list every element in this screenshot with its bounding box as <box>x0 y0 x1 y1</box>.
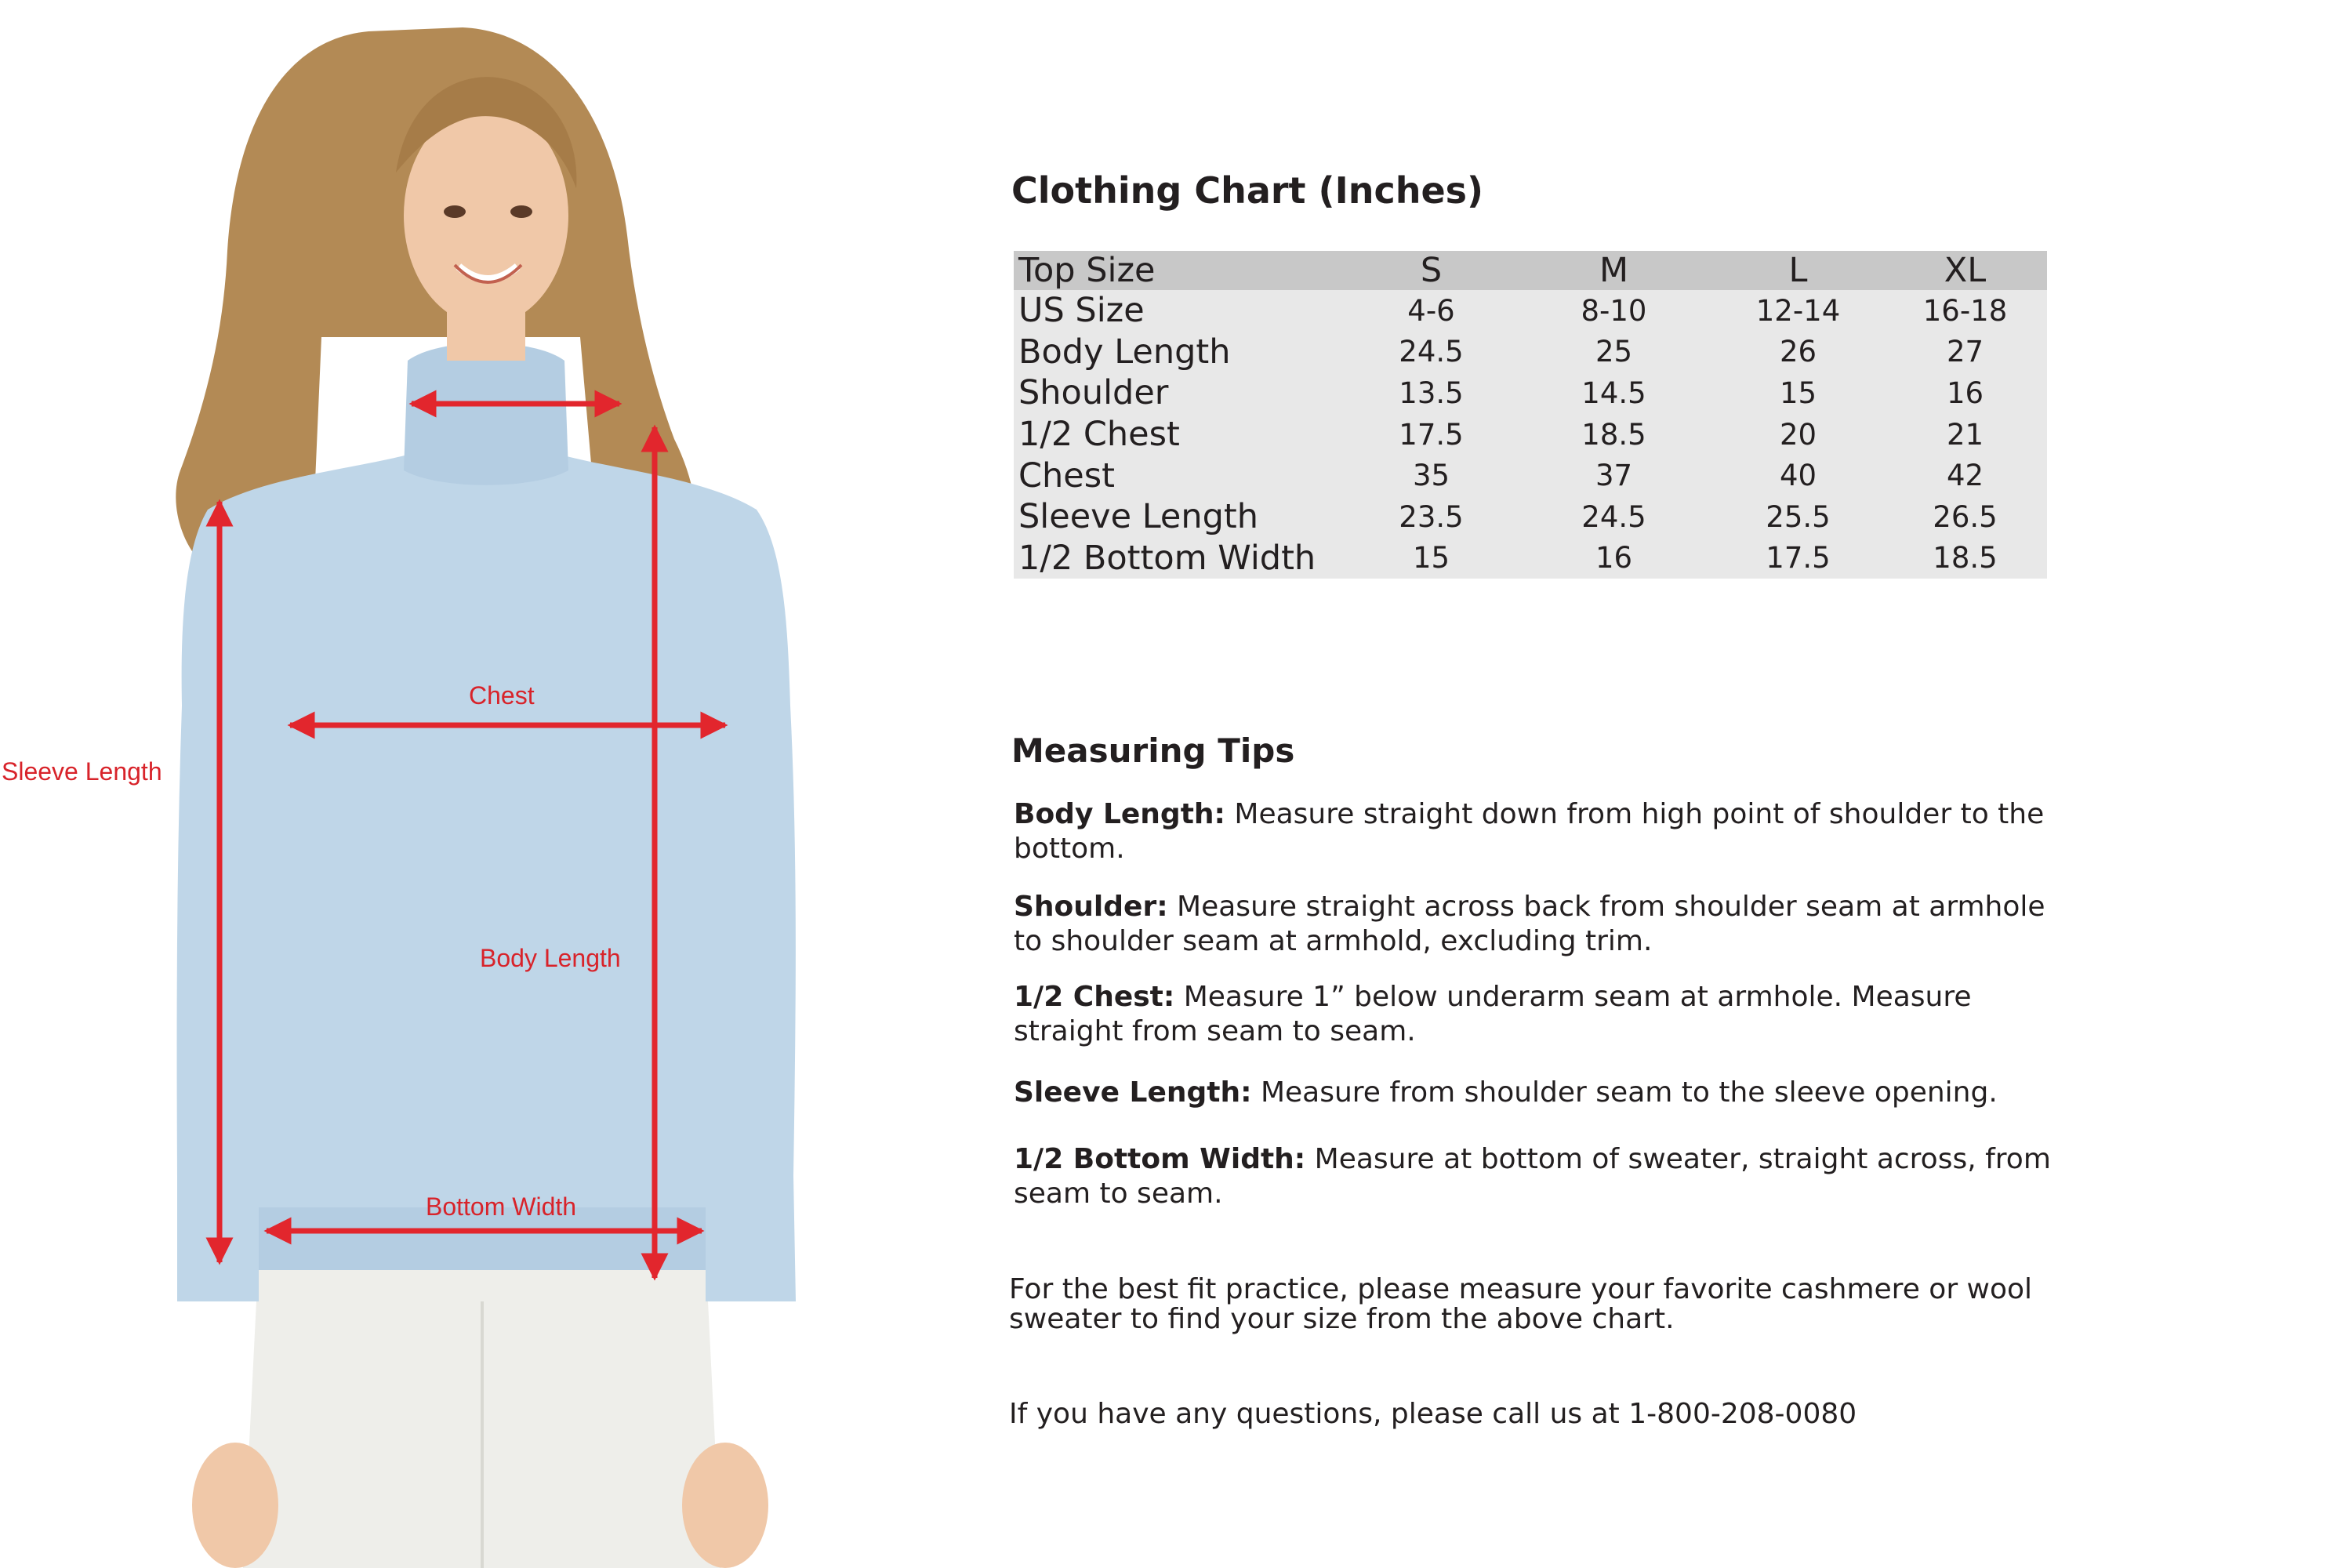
table-cell: 12-14 <box>1755 293 1841 328</box>
table-cell: 4-6 <box>1407 293 1455 328</box>
tip-text: Measure at bottom of sweater, straight across, from seam to seam. <box>1014 1143 2051 1210</box>
header-size-xl: XL <box>1883 251 2047 290</box>
table-cell: 18.5 <box>1933 541 1998 575</box>
header-top-size: Top Size <box>1014 251 1348 290</box>
tip-text: Measure from shoulder seam to the sleeve opening. <box>1251 1076 1998 1109</box>
table-row <box>1014 538 2047 579</box>
table-row <box>1014 414 2047 456</box>
table-cell: 17.5 <box>1766 541 1831 575</box>
tip-half-bottom-width <box>1014 1142 2056 1211</box>
chart-title: Clothing Chart (Inches) <box>1011 169 1484 212</box>
row-label: 1/2 Bottom Width <box>1018 538 1316 578</box>
table-cell: 25.5 <box>1766 499 1831 534</box>
body-length-label: Body Length <box>480 944 621 972</box>
size-table <box>1014 251 2047 579</box>
table-cell: 15 <box>1412 541 1450 575</box>
table-cell: 16 <box>1595 541 1633 575</box>
table-cell: 20 <box>1779 417 1817 452</box>
measuring-tips-heading: Measuring Tips <box>1011 731 1295 770</box>
header-size-s: S <box>1348 251 1515 290</box>
header-size-l: L <box>1713 251 1883 290</box>
table-cell: 26 <box>1779 335 1817 369</box>
bottom-width-label: Bottom Width <box>426 1192 577 1221</box>
table-row <box>1014 496 2047 538</box>
tip-term: 1/2 Bottom Width: <box>1014 1143 1306 1175</box>
header-size-m: M <box>1515 251 1713 290</box>
table-cell: 23.5 <box>1399 499 1464 534</box>
table-row <box>1014 290 2047 332</box>
table-cell: 40 <box>1779 459 1817 493</box>
table-cell: 25 <box>1595 335 1633 369</box>
tip-sleeve-length <box>1014 1076 2056 1110</box>
sleeve-length-label: Sleeve Length <box>2 757 162 786</box>
table-cell: 27 <box>1946 335 1984 369</box>
model-measurement-illustration <box>0 0 909 1568</box>
tip-shoulder <box>1014 890 2056 959</box>
table-cell: 15 <box>1779 376 1817 410</box>
table-row <box>1014 332 2047 373</box>
table-cell: 8-10 <box>1581 293 1647 328</box>
table-cell: 16 <box>1946 376 1984 410</box>
table-row <box>1014 372 2047 414</box>
right-hand <box>682 1443 768 1568</box>
table-cell: 42 <box>1946 459 1984 493</box>
tip-text: Measure straight down from high point of shoulder to the bottom. <box>1014 798 2045 865</box>
table-cell: 37 <box>1595 459 1633 493</box>
table-cell: 14.5 <box>1581 376 1646 410</box>
tip-text: Measure straight across back from shoulder seam at armhole to shoulder seam at armhold, excluding trim. <box>1014 891 2045 957</box>
tip-body-length <box>1014 797 2056 866</box>
tip-half-chest <box>1014 980 2056 1049</box>
table-cell: 26.5 <box>1933 499 1998 534</box>
contact-note: If you have any questions, please call us at 1-800-208-0080 <box>1009 1398 1857 1430</box>
row-label: Sleeve Length <box>1018 497 1259 537</box>
left-hand <box>192 1443 278 1568</box>
sweater-shape <box>177 368 796 1301</box>
tip-term: Sleeve Length: <box>1014 1076 1252 1109</box>
table-cell: 16-18 <box>1922 293 2008 328</box>
tip-text: Measure 1” below underarm seam at armhole. Measure straight from seam to seam. <box>1014 981 1972 1047</box>
tip-term: Shoulder: <box>1014 891 1168 923</box>
chest-label: Chest <box>469 681 535 710</box>
table-cell: 35 <box>1412 459 1450 493</box>
size-table-header-row <box>1014 251 2047 290</box>
row-label: US Size <box>1018 291 1145 331</box>
table-row <box>1014 455 2047 496</box>
table-cell: 13.5 <box>1399 376 1464 410</box>
tip-term: Body Length: <box>1014 798 1225 830</box>
table-cell: 24.5 <box>1581 499 1646 534</box>
turtleneck-collar <box>404 343 568 485</box>
row-label: Body Length <box>1018 332 1231 372</box>
table-cell: 17.5 <box>1399 417 1464 452</box>
table-cell: 21 <box>1946 417 1984 452</box>
row-label: Shoulder <box>1018 373 1169 413</box>
row-label: Chest <box>1018 456 1115 495</box>
table-cell: 18.5 <box>1581 417 1646 452</box>
best-fit-note: For the best fit practice, please measure your favorite cashmere or wool sweater to find your size from the above chart. <box>1009 1273 2033 1335</box>
table-cell: 24.5 <box>1399 335 1464 369</box>
tip-term: 1/2 Chest: <box>1014 981 1175 1013</box>
row-label: 1/2 Chest <box>1018 415 1180 455</box>
